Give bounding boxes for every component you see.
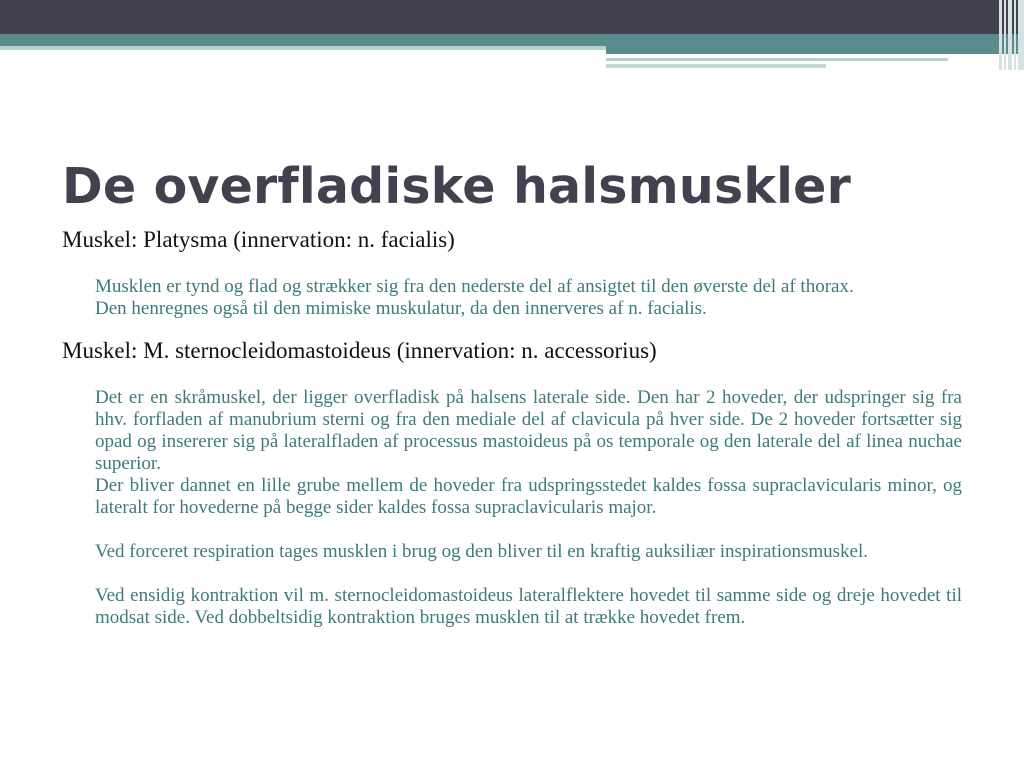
platysma-innervation-note: Den henregnes også til den mimiske muskulatur, da den innerveres af n. facialis. (95, 298, 707, 319)
header-band-right-teal (606, 46, 1024, 54)
scm-fossa-description: Der bliver dannet en lille grube mellem de hoveder fra udspringsstedet kaldes fossa supraclavicularis minor, og lateralt for hovederne på begge sider kaldes fossa supraclavicularis major. (95, 475, 962, 518)
header-band-dark (0, 0, 1024, 34)
muscle-heading-sternocleidomastoideus: Muskel: M. sternocleidomastoideus (innervation: n. accessorius) (62, 338, 657, 363)
header-band-right-line-short (606, 64, 826, 68)
slide-title: De overfladiske halsmuskler (62, 158, 851, 215)
header-band-teal (0, 34, 1024, 46)
platysma-description: Musklen er tynd og flad og strækker sig fra den nederste del af ansigtet til den øverste del af thorax. (95, 276, 854, 297)
muscle-heading-platysma: Muskel: Platysma (innervation: n. facialis) (62, 227, 455, 252)
header-band-light (0, 46, 606, 50)
header-stripes (992, 0, 1024, 70)
header-band-right-line (606, 58, 948, 61)
scm-respiration-description: Ved forceret respiration tages musklen i brug og den bliver til en kraftig auksiliær inspirationsmuskel. (95, 541, 869, 562)
slide-content (62, 226, 962, 629)
scm-contraction-description: Ved ensidig kontraktion vil m. sternocleidomastoideus lateralflektere hovedet til samme side og dreje hovedet til modsat side. Ved dobbeltsidig kontraktion bruges musklen til at trække hovedet frem. (95, 585, 962, 628)
scm-anatomy-description: Det er en skråmuskel, der ligger overfladisk på halsens laterale side. Den har 2 hoveder, der udspringer sig fra hhv. forfladen af manubrium sterni og fra den mediale del af clavicula på hver side. De 2 hoveder fortsætter sig opad og insererer sig på lateralfladen af processus mastoideus på os temporale og den laterale del af linea nuchae superior. (95, 387, 962, 474)
